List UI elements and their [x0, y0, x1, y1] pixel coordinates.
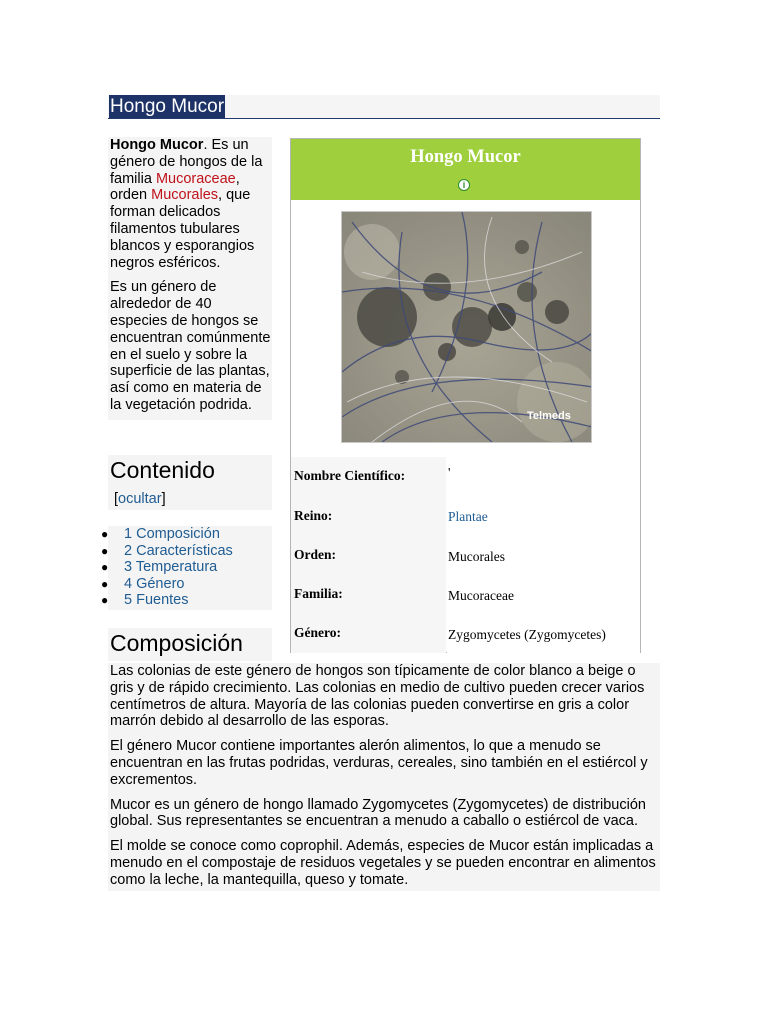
field-label-scientific-name: Nombre Científico: [294, 468, 406, 483]
toc-item [101, 592, 272, 609]
section-title-composicion: Composición [110, 630, 243, 656]
infobox-header [291, 139, 640, 200]
toc-header [108, 455, 272, 510]
link-mucoraceae[interactable]: Mucoraceae [155, 170, 236, 187]
field-value-order: Mucorales [448, 549, 505, 564]
body-paragraph: El género Mucor contiene importantes alerón alimentos, lo que a menudo se encuentran en las frutas podridas, verduras, cereales, sino también en el estiércol y excrementos. [110, 738, 648, 788]
page-title: Hongo Mucor [110, 96, 225, 117]
toc-title: Contenido [110, 457, 215, 483]
toc-item [101, 526, 272, 543]
micrograph-image [342, 212, 592, 443]
infobox [290, 138, 641, 653]
toc-toggle [114, 491, 166, 507]
intro-text-a: . Es un género de hongos de la familia [110, 137, 263, 187]
field-value-family: Mucoraceae [448, 588, 514, 603]
toc-link-fuentes[interactable]: 5 Fuentes [124, 592, 189, 609]
bullet-icon: ● [101, 576, 109, 591]
body-paragraph: Las colonias de este género de hongos son típicamente de color blanco a beige o gris y de rápido crecimiento. Las colonias en medio de cultivo pueden crecer varios centímetros de altura. Mayoría de las colonias pueden convertirse en gris a color marrón debido al desarrollo de las esporas. [110, 663, 645, 730]
bullet-icon: ● [101, 560, 109, 575]
intro-text [108, 137, 272, 420]
info-icon[interactable]: i [458, 179, 470, 191]
bullet-icon: ● [101, 527, 109, 541]
body-paragraph: Mucor es un género de hongo llamado Zygomycetes (Zygomycetes) de distribución global. Sus representantes se encuentran a menudo a caballo o estiércol de vaca. [110, 796, 646, 830]
toc-item [101, 575, 272, 593]
toc-item [101, 542, 272, 560]
title-bar [108, 95, 660, 119]
toc-item [101, 559, 272, 576]
field-value-kingdom-link[interactable]: Plantae [448, 509, 488, 524]
toc-list [101, 526, 272, 610]
toc-link-genero[interactable]: 4 Género [124, 575, 185, 592]
section-body [108, 663, 660, 891]
link-mucorales[interactable]: Mucorales [151, 187, 219, 204]
infobox-title: Hongo Mucor [410, 147, 521, 167]
section-heading-box [108, 628, 272, 661]
field-label-kingdom: Reino: [294, 508, 333, 523]
toc-link-temperatura[interactable]: 3 Temperatura [124, 559, 218, 576]
bullet-icon: ● [101, 543, 109, 558]
toc-link-composicion[interactable]: 1 Composición [124, 526, 220, 542]
intro-paragraph-2: Es un género de alrededor de 40 especies de hongos se encuentran comúnmente en el suelo y sobre la superficie de las plantas, así como en materia de la vegetación podrida. [110, 279, 271, 413]
bullet-icon: ● [101, 593, 109, 608]
intro-bold-name: Hongo Mucor [110, 137, 204, 153]
toc-toggle-bracket-open: [ [114, 491, 119, 507]
intro-text-c: , que forman delicados filamentos tubulares blancos y esporangios negros esféricos. [110, 187, 255, 271]
toc-hide-link[interactable]: ocultar [118, 491, 162, 507]
mucor-photo[interactable] [341, 211, 592, 443]
field-value-scientific-name: ' [448, 465, 451, 480]
field-label-order: Orden: [294, 547, 336, 562]
body-paragraph: El molde se conoce como coprophil. Además, especies de Mucor están implicadas a menudo en el compostaje de residuos vegetales y se pueden encontrar en alimentos como la leche, la mantequilla, queso y tomate. [110, 838, 656, 888]
field-label-genus: Género: [294, 625, 341, 640]
image-watermark: Telmeds [527, 410, 571, 422]
intro-paragraph-1 [110, 137, 272, 271]
field-value-genus: Zygomycetes (Zygomycetes) [448, 627, 606, 642]
toc-toggle-bracket-close: ] [161, 491, 166, 507]
toc-link-caracteristicas[interactable]: 2 Características [124, 542, 233, 559]
intro-text-b: , orden [110, 170, 240, 204]
field-label-family: Familia: [294, 586, 343, 601]
